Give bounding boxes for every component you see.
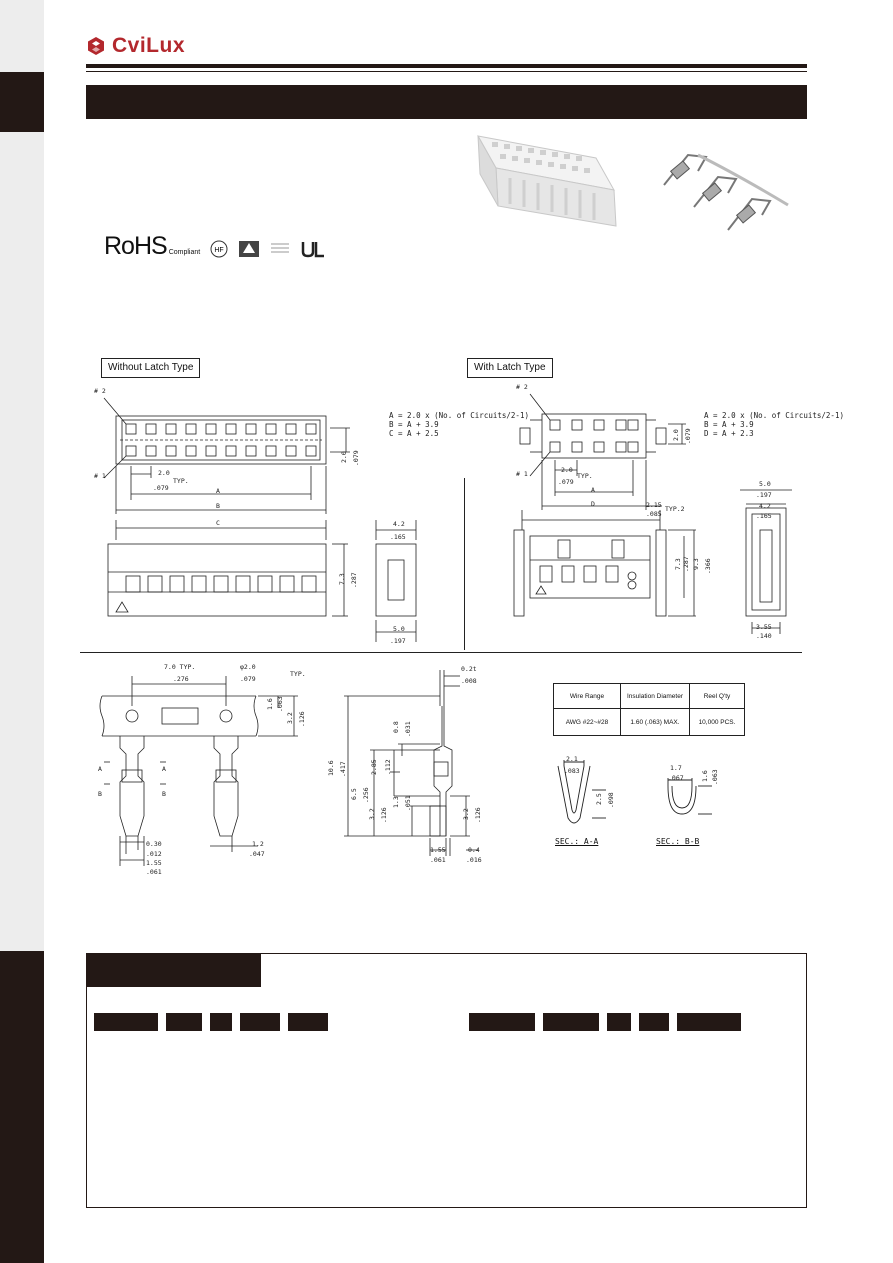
brand-logo <box>86 34 185 58</box>
left-w50-in: .197 <box>390 637 406 645</box>
side-h285-in: .112 <box>384 759 392 775</box>
side-w04: 0.4 <box>468 846 480 854</box>
certification-row <box>104 234 328 258</box>
terminal-w155-in: .061 <box>146 868 162 876</box>
section-drawings <box>552 756 752 836</box>
rohs-compliant: Compliant <box>168 249 201 256</box>
cvilux-logo-icon <box>86 36 106 56</box>
right-h93: 9.3 <box>692 558 700 570</box>
side-w155-in: .061 <box>430 856 446 864</box>
drawing-divider <box>464 478 465 650</box>
right-typ2: TYP.2 <box>665 505 685 513</box>
right-h73: 7.3 <box>674 558 682 570</box>
left-h73: 7.3 <box>338 573 346 585</box>
right-pin1-label: # 1 <box>516 470 528 478</box>
side-h106: 10.6 <box>327 760 335 776</box>
left-h2: 2.0 <box>340 451 348 463</box>
spec-header-row <box>554 684 745 709</box>
pn-segment-1 <box>94 1013 158 1031</box>
spec-value-row <box>554 709 745 736</box>
ul-recognized-icon <box>300 240 328 258</box>
right-w215-in: .085 <box>646 510 662 518</box>
right-pin2-label: # 2 <box>516 383 528 391</box>
without-latch-tag: Without Latch Type <box>101 358 200 378</box>
side-h285: 2.85 <box>370 759 378 775</box>
spec-header-wire: Wire Range <box>554 684 621 709</box>
halogen-free-icon <box>210 240 228 258</box>
right-typ: TYP. <box>577 472 593 480</box>
left-typ: TYP. <box>173 477 189 485</box>
pn-segment-9 <box>639 1013 669 1031</box>
left-pin2-label: # 2 <box>94 387 106 395</box>
terminal-hole: φ2.0 <box>240 663 256 671</box>
terminal-w12: 1.2 <box>252 840 264 848</box>
pn-segment-3 <box>210 1013 232 1031</box>
left-w42-in: .165 <box>390 533 406 541</box>
side-h106-in: .417 <box>339 761 347 777</box>
right-h2-in: .079 <box>684 428 692 444</box>
left-h73-in: .287 <box>350 572 358 588</box>
side-h08: 0.8 <box>392 721 400 733</box>
terminal-w155: 1.55 <box>146 859 162 867</box>
side-h32: 3.2 <box>368 808 376 820</box>
terminal-w030: 0.30 <box>146 840 162 848</box>
formula-c: C = A + 2.5 <box>389 429 439 438</box>
terminal-side-view <box>330 666 490 876</box>
terminal-b-left: B <box>98 790 102 798</box>
left-pitch-in: .079 <box>153 484 169 492</box>
right-w42: 4.2 <box>759 502 771 510</box>
spec-reel-value: 10,000 PCS. <box>690 709 745 736</box>
terminal-hole-typ: TYP. <box>290 670 306 678</box>
spec-insulation-value: 1.60 (.063) MAX. <box>621 709 690 736</box>
sec-bb-h: 1.6 <box>701 770 709 782</box>
drawing-divider-horizontal <box>80 652 802 653</box>
right-w50: 5.0 <box>759 480 771 488</box>
brand-name: CviLux <box>112 34 186 57</box>
pn-segment-2 <box>166 1013 202 1031</box>
pn-segment-7 <box>543 1013 599 1031</box>
ordering-header <box>86 953 261 987</box>
title-bar <box>86 85 807 119</box>
terminal-b-right: B <box>162 790 166 798</box>
side-w155: 1.55 <box>430 846 446 854</box>
pn-segment-6 <box>469 1013 535 1031</box>
hf-text: HF <box>214 247 224 254</box>
right-w355: 3.55 <box>756 623 772 631</box>
side-t: 0.2t <box>461 665 477 673</box>
formula-b: B = A + 3.9 <box>389 420 439 429</box>
right-dim-d: D <box>591 500 595 508</box>
right-h93-in: .366 <box>704 558 712 574</box>
right-w42-in: .165 <box>756 512 772 520</box>
side-w04-in: .016 <box>466 856 482 864</box>
spec-header-reel: Reel Q'ty <box>690 684 745 709</box>
tuv-mark-icon <box>238 240 260 258</box>
terminal-w030-in: .012 <box>146 850 162 858</box>
side-h32-in: .126 <box>380 807 388 823</box>
side-tab-top <box>0 72 44 132</box>
ordering-box <box>86 953 807 1208</box>
right-h73-in: .287 <box>682 556 690 572</box>
header-rule-thin <box>86 71 807 72</box>
side-h13-in: .051 <box>404 795 412 811</box>
sec-aa-label: SEC.: A-A <box>555 837 599 846</box>
terminal-h32: 3.2 <box>286 712 294 724</box>
sec-bb-h-in: .063 <box>711 769 719 785</box>
sec-aa-w-in: .083 <box>564 767 580 775</box>
cert-lines-icon <box>270 240 290 258</box>
sec-bb-w: 1.7 <box>670 764 682 772</box>
side-h65-in: .256 <box>362 787 370 803</box>
left-pin1-label: # 1 <box>94 472 106 480</box>
terminal-pitch-in: .276 <box>173 675 189 683</box>
terminal-h32-in: .126 <box>298 711 306 727</box>
left-w42: 4.2 <box>393 520 405 528</box>
side-t-in: .008 <box>461 677 477 685</box>
sec-aa-h: 2.5 <box>595 793 603 805</box>
right-w215: 2.15 <box>646 501 662 509</box>
spec-header-insulation: Insulation Diameter <box>621 684 690 709</box>
side-h08-in: .031 <box>404 721 412 737</box>
terminal-hole-in: .079 <box>240 675 256 683</box>
sec-aa-w: 2.1 <box>566 755 578 763</box>
terminal-h16: 1.6 <box>266 698 274 710</box>
terminal-h16-in: .063 <box>276 696 284 712</box>
right-pitch: 2.0 <box>561 466 573 474</box>
side-h65: 6.5 <box>350 788 358 800</box>
right-w355-in: .140 <box>756 632 772 640</box>
spec-table <box>553 683 745 736</box>
left-w50: 5.0 <box>393 625 405 633</box>
left-dim-a: A <box>216 487 220 495</box>
right-dim-a: A <box>591 486 595 494</box>
terminal-a-right: A <box>162 765 166 773</box>
header-rule <box>86 64 807 68</box>
pn-segment-10 <box>677 1013 741 1031</box>
side-h32b-in: .126 <box>474 807 482 823</box>
terminal-a-left: A <box>98 765 102 773</box>
housing-photo <box>466 128 626 238</box>
terminal-w12-in: .047 <box>249 850 265 858</box>
with-latch-tag: With Latch Type <box>467 358 553 378</box>
rohs-mark: RoHS <box>104 232 167 260</box>
left-dim-b: B <box>216 502 220 510</box>
formula-a: A = 2.0 x (No. of Circuits/2-1) <box>389 411 529 420</box>
pn-segment-4 <box>240 1013 280 1031</box>
right-w50-in: .197 <box>756 491 772 499</box>
side-h13: 1.3 <box>392 796 400 808</box>
sec-aa-h-in: .098 <box>607 792 615 808</box>
side-h32b: 3.2 <box>462 808 470 820</box>
side-tab-bottom <box>0 951 44 1263</box>
left-drawing <box>86 380 386 650</box>
sec-bb-w-in: .067 <box>668 774 684 782</box>
spec-wire-value: AWG #22~#28 <box>554 709 621 736</box>
pn-segment-5 <box>288 1013 328 1031</box>
terminal-photo <box>658 135 798 240</box>
terminal-pitch: 7.0 TYP. <box>164 663 196 671</box>
formula-b: B = A + 3.9 <box>704 420 754 429</box>
formula-a: A = 2.0 x (No. of Circuits/2-1) <box>704 411 844 420</box>
left-pitch: 2.0 <box>158 469 170 477</box>
pn-segment-8 <box>607 1013 631 1031</box>
terminal-drawing <box>98 666 318 876</box>
right-pitch-in: .079 <box>558 478 574 486</box>
left-dim-c: C <box>216 519 220 527</box>
left-h2-in: .079 <box>352 450 360 466</box>
right-h2: 2.0 <box>672 429 680 441</box>
sec-bb-label: SEC.: B-B <box>656 837 700 846</box>
formula-d: D = A + 2.3 <box>704 429 754 438</box>
